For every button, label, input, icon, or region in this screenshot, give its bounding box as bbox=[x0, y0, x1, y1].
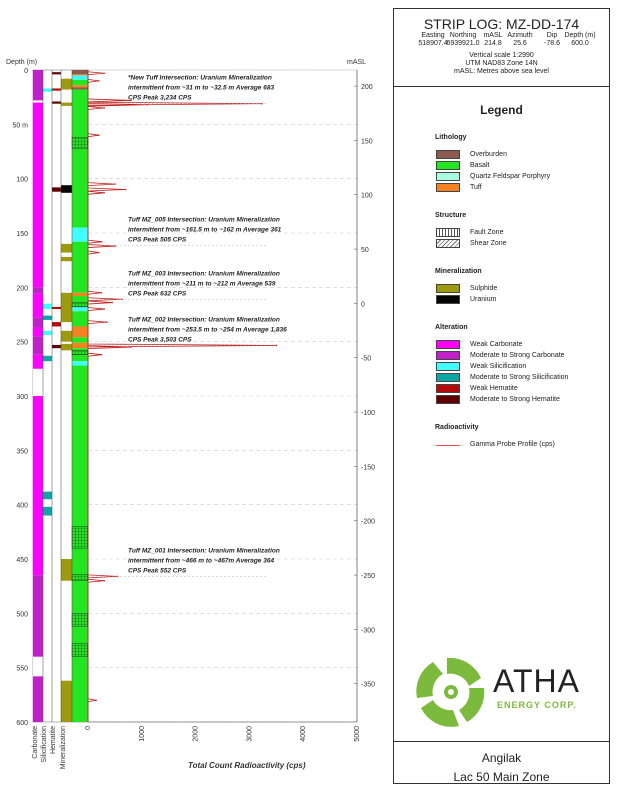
x-tick-label: 1000 bbox=[138, 726, 146, 742]
carbonate-interval bbox=[33, 328, 43, 337]
gamma-peak-point bbox=[98, 80, 100, 82]
legend-label: Weak Carbonate bbox=[470, 341, 523, 348]
legend-swatch bbox=[436, 228, 460, 237]
gamma-peak-point bbox=[125, 189, 127, 191]
logo-subtitle: ENERGY CORP. bbox=[497, 700, 577, 710]
annotation-text: *New Tuff Intersection: Uranium Mineralization bbox=[128, 74, 272, 82]
fault-zone bbox=[72, 574, 88, 581]
carbonate-interval bbox=[33, 103, 43, 288]
lithology-interval bbox=[72, 90, 88, 228]
lithology-interval bbox=[72, 74, 88, 75]
x-tick-label: 0 bbox=[85, 726, 92, 730]
depth-tick-label: 200 bbox=[16, 285, 28, 293]
annotation-text: CPS Peak 552 CPS bbox=[128, 567, 187, 575]
legend-section-title: Lithology bbox=[435, 134, 467, 141]
column-label: Silicification bbox=[41, 726, 48, 763]
silicification-interval bbox=[43, 316, 52, 320]
annotation-text: intermittent from ~161.5 m to ~162 m Average 361 bbox=[128, 226, 282, 234]
gamma-peak-point bbox=[101, 241, 103, 243]
lithology-interval bbox=[72, 70, 88, 74]
masl-tick-label: 50 bbox=[361, 247, 369, 255]
collar-label: Depth (m) bbox=[564, 32, 596, 39]
annotation-text: intermittent from ~31 m to ~32.5 m Average 683 bbox=[128, 84, 275, 92]
carbonate-interval bbox=[33, 369, 43, 396]
zone-name: Lac 50 Main Zone bbox=[453, 770, 550, 784]
lithology-interval bbox=[72, 343, 88, 348]
gamma-peak-point bbox=[114, 245, 116, 247]
legend-swatch bbox=[436, 161, 460, 170]
lithology-interval bbox=[72, 293, 88, 296]
hematite-interval bbox=[52, 88, 61, 90]
legend-label: Quartz Feldspar Porphyry bbox=[470, 173, 551, 180]
column-label: Carbonate bbox=[32, 726, 39, 759]
legend-swatch bbox=[436, 150, 460, 159]
x-tick-label: 2000 bbox=[192, 726, 200, 742]
legend-label: Shear Zone bbox=[470, 240, 507, 247]
lithology-interval bbox=[72, 228, 88, 242]
legend-label: Fault Zone bbox=[470, 229, 504, 236]
legend-swatch bbox=[436, 239, 460, 248]
depth-tick-label: 300 bbox=[16, 394, 28, 401]
masl-tick-label: -150 bbox=[361, 464, 376, 472]
x-axis-title: Total Count Radioactivity (cps) bbox=[188, 761, 306, 770]
collar-label: Easting bbox=[421, 32, 445, 39]
collar-label: Northing bbox=[449, 32, 477, 39]
gamma-peak-point bbox=[103, 192, 105, 194]
masl-tick-label: -350 bbox=[361, 681, 376, 689]
carbonate-interval bbox=[33, 396, 43, 575]
gamma-peak-point bbox=[106, 321, 108, 323]
legend-label: Basalt bbox=[470, 162, 490, 169]
mineralization-interval bbox=[61, 257, 72, 261]
carbonate-interval bbox=[33, 575, 43, 657]
carbonate-interval bbox=[33, 336, 43, 354]
masl-tick-label: 150 bbox=[361, 138, 373, 146]
legend-swatch bbox=[436, 183, 460, 192]
collar-value: 518907.4 bbox=[418, 40, 448, 47]
legend-label: Moderate to Strong Silicification bbox=[470, 374, 569, 381]
depth-tick-label: 600 bbox=[16, 720, 28, 727]
carbonate-interval bbox=[33, 657, 43, 677]
masl-tick-label: 100 bbox=[361, 192, 373, 200]
masl-tick-label: -100 bbox=[361, 410, 376, 418]
gamma-peak-point bbox=[98, 252, 100, 254]
masl-tick-label: -250 bbox=[361, 573, 376, 581]
legend-swatch bbox=[436, 395, 460, 404]
silicification-interval bbox=[43, 507, 52, 516]
column-label: Hematite bbox=[50, 726, 57, 755]
annotation-text: intermittent from ~211 m to ~212 m Average 539 bbox=[128, 280, 276, 288]
carbonate-interval bbox=[33, 676, 43, 722]
lithology-interval bbox=[72, 311, 88, 326]
annotation-text: Tuff MZ_001 Intersection: Uranium Mineralization bbox=[128, 547, 280, 555]
legend-label: Sulphide bbox=[470, 285, 498, 292]
legend-label: Tuff bbox=[470, 184, 482, 191]
carbonate-interval bbox=[33, 100, 43, 102]
silicification-interval bbox=[43, 356, 52, 361]
hematite-interval bbox=[52, 345, 61, 348]
fault-zone bbox=[72, 137, 88, 148]
collar-note: UTM NAD83 Zone 14N bbox=[465, 60, 538, 67]
collar-value: 25.6 bbox=[513, 40, 527, 47]
legend-swatch bbox=[436, 445, 460, 446]
legend-swatch bbox=[436, 384, 460, 393]
carbonate-interval bbox=[33, 70, 43, 100]
legend-title: Legend bbox=[480, 103, 523, 117]
silicification-interval bbox=[43, 88, 52, 91]
annotation-text: intermittent from ~253.5 m to ~254 m Average 1,836 bbox=[128, 326, 287, 334]
collar-note: Vertical scale 1:2990 bbox=[469, 52, 534, 59]
x-tick-label: 4000 bbox=[300, 726, 308, 742]
legend-label: Weak Silicification bbox=[470, 363, 527, 370]
mineralization-interval bbox=[61, 244, 72, 253]
gamma-peak-point bbox=[103, 580, 105, 582]
collar-note: mASL: Metres above sea level bbox=[454, 68, 549, 75]
depth-axis-title: Depth (m) bbox=[6, 59, 38, 66]
x-tick-label: 3000 bbox=[246, 726, 254, 742]
depth-tick-label: 100 bbox=[16, 176, 28, 184]
silicification-interval bbox=[43, 331, 52, 335]
collar-label: Dip bbox=[546, 32, 558, 39]
masl-tick-label: -300 bbox=[361, 627, 376, 635]
carbonate-interval bbox=[33, 294, 43, 318]
hematite-interval bbox=[52, 322, 61, 326]
fault-zone bbox=[72, 350, 88, 354]
legend-swatch bbox=[436, 284, 460, 293]
mineralization-interval bbox=[61, 331, 72, 342]
mineralization-interval bbox=[61, 103, 72, 106]
lithology-interval bbox=[72, 242, 88, 293]
carbonate-interval bbox=[33, 355, 43, 369]
depth-tick-label: 400 bbox=[16, 502, 28, 510]
mineralization-interval bbox=[61, 559, 72, 581]
gamma-peak-point bbox=[101, 354, 103, 356]
annotation-text: Tuff MZ_002 Intersection: Uranium Mineralization bbox=[128, 316, 280, 324]
depth-tick-label: 150 bbox=[16, 231, 28, 238]
collar-label: mASL bbox=[483, 32, 503, 39]
carbonate-interval bbox=[33, 318, 43, 328]
hematite-interval bbox=[52, 307, 61, 309]
mineralization-interval bbox=[61, 344, 72, 351]
collar-value: 214.8 bbox=[484, 40, 502, 47]
depth-tick-label: 350 bbox=[16, 448, 28, 456]
legend-label: Uranium bbox=[470, 296, 497, 303]
annotation-text: Tuff MZ_003 Intersection: Uranium Mineralization bbox=[128, 270, 280, 278]
logo-wordmark: ATHA bbox=[493, 663, 580, 699]
lithology-interval bbox=[72, 75, 88, 79]
legend-section-title: Mineralization bbox=[435, 268, 482, 275]
annotation-text: CPS Peak 505 CPS bbox=[128, 236, 187, 244]
masl-tick-label: -200 bbox=[361, 518, 376, 526]
silicification-interval bbox=[43, 492, 52, 500]
silicification-interval bbox=[43, 304, 52, 309]
lithology-interval bbox=[72, 361, 88, 365]
legend-label: Moderate to Strong Hematite bbox=[470, 396, 560, 403]
x-tick-label: 5000 bbox=[354, 726, 361, 742]
fault-zone bbox=[72, 526, 88, 548]
mineralization-interval bbox=[61, 293, 72, 322]
gamma-peak-point bbox=[95, 699, 97, 701]
depth-tick-label: 450 bbox=[16, 557, 28, 564]
depth-tick-label: 250 bbox=[16, 339, 28, 347]
annotation-text: CPS Peak 3,234 CPS bbox=[128, 94, 192, 102]
divider bbox=[393, 86, 610, 87]
depth-tick-label: 550 bbox=[16, 665, 28, 673]
carbonate-interval bbox=[33, 287, 43, 294]
gamma-peak-point bbox=[98, 134, 100, 136]
collar-value: -78.6 bbox=[544, 40, 560, 47]
masl-tick-label: 0 bbox=[361, 301, 365, 309]
depth-tick-label: 50 m bbox=[12, 122, 28, 130]
collar-value: 6939921.0 bbox=[446, 40, 480, 47]
legend-swatch bbox=[436, 172, 460, 181]
mineralization-interval bbox=[61, 185, 72, 193]
column-label: Mineralization bbox=[60, 726, 67, 770]
divider bbox=[393, 741, 610, 742]
legend-section-title: Structure bbox=[435, 212, 467, 219]
lithology-interval bbox=[72, 337, 88, 342]
log-title: STRIP LOG: MZ-DD-174 bbox=[423, 16, 580, 32]
gamma-peak-point bbox=[103, 107, 105, 109]
gamma-peak-point bbox=[103, 72, 105, 74]
lithology-interval bbox=[72, 85, 88, 87]
masl-tick-label: 200 bbox=[361, 84, 373, 92]
gamma-peak-point bbox=[114, 183, 116, 185]
legend-label: Moderate to Strong Carbonate bbox=[470, 352, 565, 359]
legend-swatch bbox=[436, 340, 460, 349]
annotation-text: CPS Peak 3,503 CPS bbox=[128, 336, 192, 344]
gamma-peak-point bbox=[103, 308, 105, 310]
legend-swatch bbox=[436, 373, 460, 382]
gamma-peak-point bbox=[111, 302, 113, 304]
legend-section-title: Radioactivity bbox=[435, 424, 479, 431]
depth-tick-label: 0 bbox=[24, 68, 28, 75]
gamma-peak-point bbox=[146, 104, 148, 106]
hematite-interval bbox=[52, 102, 61, 104]
fault-zone bbox=[72, 644, 88, 657]
atha-logo-icon bbox=[414, 655, 488, 729]
legend-swatch bbox=[436, 351, 460, 360]
mineralization-interval bbox=[61, 681, 72, 722]
masl-axis-title: mASL bbox=[347, 59, 367, 66]
lithology-interval bbox=[72, 326, 88, 337]
project-name: Angilak bbox=[481, 751, 522, 765]
legend-swatch bbox=[436, 362, 460, 371]
gamma-peak-point bbox=[130, 346, 132, 348]
mineralization-interval bbox=[61, 79, 72, 90]
legend-swatch bbox=[436, 295, 460, 304]
legend-section-title: Alteration bbox=[435, 324, 468, 331]
legend-label: Weak Hematite bbox=[470, 385, 518, 392]
fault-zone bbox=[72, 303, 88, 307]
legend-label: Overburden bbox=[470, 151, 507, 158]
annotation-text: CPS Peak 632 CPS bbox=[128, 290, 187, 298]
annotation-text: intermittent from ~466 m to ~467m Average 364 bbox=[128, 557, 275, 565]
collar-label: Azimuth bbox=[507, 32, 533, 39]
hematite-interval bbox=[52, 187, 61, 191]
masl-tick-label: -50 bbox=[361, 355, 372, 363]
hematite-interval bbox=[52, 72, 61, 74]
annotation-text: Tuff MZ_005 Intersection: Uranium Mineralization bbox=[128, 216, 280, 224]
fault-zone bbox=[72, 613, 88, 626]
lithology-interval bbox=[72, 87, 88, 89]
collar-value: 600.0 bbox=[571, 40, 589, 47]
lithology-interval bbox=[72, 80, 88, 85]
gamma-peak-point bbox=[276, 345, 278, 347]
gamma-peak-point bbox=[101, 292, 103, 294]
depth-tick-label: 500 bbox=[16, 611, 28, 619]
legend-label: Gamma Probe Profile (cps) bbox=[470, 441, 555, 448]
